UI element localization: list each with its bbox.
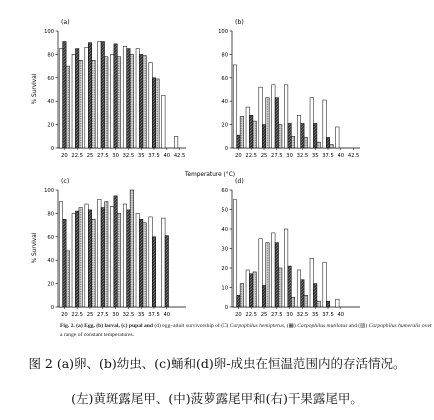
caption-c: (c) pupal and xyxy=(121,323,153,329)
x-tick-label: 25 xyxy=(260,153,268,159)
figure-caption-en xyxy=(60,322,432,340)
bar-hatched-27.5 xyxy=(279,125,282,148)
bar-dark-37.5 xyxy=(326,301,329,307)
bar-dark-27.5 xyxy=(101,208,104,307)
bar-hatched-30 xyxy=(291,297,294,307)
bar-hatched-32.5 xyxy=(130,54,133,148)
x-tick-label: 35 xyxy=(137,312,145,318)
y-tick-label: 20 xyxy=(221,122,228,129)
bar-open-25 xyxy=(85,204,88,307)
bar-open-30 xyxy=(110,206,113,307)
caption-species-3: Carpophilus humeralis xyxy=(368,323,421,329)
bar-dark-30 xyxy=(114,44,117,148)
caption-b: (b) larval, xyxy=(96,323,120,329)
x-tick-label: 32.5 xyxy=(296,153,309,159)
y-tick-label: 0 xyxy=(50,305,54,311)
bar-dark-32.5 xyxy=(301,280,304,307)
bar-dark-22.5 xyxy=(75,211,78,307)
caption-cn-line-1: 图 2 (a)卵、(b)幼虫、(c)蛹和(d)卵-成虫在恒温范围内的存活情况。 xyxy=(28,356,406,371)
y-tick-label: 50 xyxy=(221,207,228,214)
bar-open-25 xyxy=(259,239,262,307)
panel-label: (a) xyxy=(61,19,70,26)
bar-dark-32.5 xyxy=(127,210,130,307)
x-tick-label: 25 xyxy=(86,153,94,159)
bar-open-35 xyxy=(310,258,313,307)
bar-open-25 xyxy=(259,87,262,148)
bar-hatched-22.5 xyxy=(79,60,82,148)
x-tick-label: 27.5 xyxy=(271,153,283,159)
y-tick-label: 20 xyxy=(47,122,54,129)
bar-dark-35 xyxy=(313,284,316,307)
y-tick-label: 60 xyxy=(221,188,228,194)
bar-open-32.5 xyxy=(297,270,300,307)
x-tick-label: 35 xyxy=(311,312,319,318)
bar-dark-35 xyxy=(139,54,142,148)
x-tick-label: 37.5 xyxy=(148,153,160,159)
x-tick-label: 20 xyxy=(61,153,68,159)
bar-hatched-30 xyxy=(117,213,120,307)
bar-open-32.5 xyxy=(297,115,300,148)
bar-hatched-32.5 xyxy=(304,137,307,148)
bar-open-22.5 xyxy=(246,270,249,307)
bar-hatched-37.5 xyxy=(156,79,159,148)
x-tick-label: 22.5 xyxy=(245,153,257,159)
bar-dark-22.5 xyxy=(249,274,252,307)
bar-dark-27.5 xyxy=(275,98,278,148)
bar-hatched-35 xyxy=(317,301,320,307)
bar-dark-25 xyxy=(88,210,91,307)
caption-d: (d) egg–adult survivorship of (□) xyxy=(154,323,229,329)
panel-label: (b) xyxy=(235,19,244,26)
bar-hatched-30 xyxy=(117,57,120,148)
y-tick-label: 40 xyxy=(47,99,54,106)
bar-dark-20 xyxy=(237,135,240,148)
bar-dark-25 xyxy=(262,125,265,148)
x-tick-label: 22.5 xyxy=(71,312,83,318)
x-tick-label: 40 xyxy=(163,312,171,318)
y-axis-title-top: % Survival xyxy=(32,73,38,105)
y-tick-label: 20 xyxy=(47,281,54,288)
x-tick-label: 40 xyxy=(337,312,345,318)
bar-open-20 xyxy=(59,202,62,307)
x-tick-label: 30 xyxy=(286,312,293,318)
y-tick-label: 80 xyxy=(47,52,54,59)
bar-hatched-35 xyxy=(143,223,146,307)
x-tick-label: 27.5 xyxy=(271,312,283,318)
bar-open-20 xyxy=(233,200,236,307)
x-tick-label: 20 xyxy=(235,312,242,318)
x-tick-label: 20 xyxy=(235,153,242,159)
bar-open-37.5 xyxy=(149,217,152,307)
x-tick-label: 35 xyxy=(311,153,319,159)
bar-hatched-27.5 xyxy=(279,268,282,307)
x-tick-label: 30 xyxy=(112,153,119,159)
x-tick-label: 37.5 xyxy=(322,153,334,159)
x-tick-label: 25 xyxy=(86,312,94,318)
bar-hatched-25 xyxy=(92,219,95,307)
bar-open-35 xyxy=(136,49,139,148)
bar-hatched-32.5 xyxy=(130,190,133,307)
bar-dark-37.5 xyxy=(326,137,329,148)
bar-dark-25 xyxy=(262,286,265,307)
y-tick-label: 40 xyxy=(47,258,54,265)
x-tick-label: 32.5 xyxy=(122,312,135,318)
bar-open-40 xyxy=(162,95,165,148)
bar-dark-32.5 xyxy=(301,123,304,148)
x-tick-label: 22.5 xyxy=(71,153,83,159)
bar-hatched-20 xyxy=(66,251,69,307)
bar-dark-22.5 xyxy=(75,49,78,148)
chart-panel-d xyxy=(221,178,360,318)
bar-open-25 xyxy=(85,47,88,148)
caption-mid-1: (▦) xyxy=(286,323,296,329)
x-tick-label: 35 xyxy=(137,153,145,159)
bar-open-37.5 xyxy=(323,262,326,307)
bar-open-20 xyxy=(233,65,236,148)
x-tick-label: 25 xyxy=(260,312,268,318)
y-tick-label: 60 xyxy=(47,234,54,241)
bar-dark-30 xyxy=(288,123,291,148)
x-tick-label: 37.5 xyxy=(322,312,334,318)
bar-dark-35 xyxy=(313,123,316,148)
x-tick-label: 37.5 xyxy=(148,312,160,318)
y-tick-label: 100 xyxy=(218,29,228,35)
bar-open-32.5 xyxy=(123,204,126,307)
x-tick-label: 30 xyxy=(112,312,119,318)
bar-open-27.5 xyxy=(98,42,101,148)
x-tick-label: 32.5 xyxy=(122,153,135,159)
y-tick-label: 40 xyxy=(221,227,228,233)
caption-species-2: Carpophilus mutilatus xyxy=(297,323,348,329)
bar-dark-27.5 xyxy=(275,243,278,307)
x-tick-label: 27.5 xyxy=(97,312,109,318)
bar-hatched-22.5 xyxy=(79,208,82,307)
bar-dark-20 xyxy=(63,42,66,148)
bar-hatched-22.5 xyxy=(253,121,256,148)
bar-dark-25 xyxy=(88,43,91,148)
bar-hatched-27.5 xyxy=(105,202,108,307)
y-tick-label: 0 xyxy=(50,146,54,152)
bar-open-22.5 xyxy=(72,54,75,148)
bar-dark-27.5 xyxy=(101,42,104,148)
x-tick-label: 30 xyxy=(286,153,293,159)
bar-open-22.5 xyxy=(246,107,249,148)
x-tick-label: 40 xyxy=(163,153,171,159)
chart-panel-b xyxy=(218,19,360,159)
bar-open-27.5 xyxy=(272,85,275,148)
caption-mid-2: (▧) xyxy=(358,323,368,329)
x-tick-label: 42.5 xyxy=(173,153,186,159)
x-tick-label: 20 xyxy=(61,312,68,318)
y-tick-label: 60 xyxy=(47,75,54,82)
x-tick-label: 42.5 xyxy=(347,153,360,159)
bar-open-40 xyxy=(336,127,339,148)
y-axis-title-bottom: % Survival xyxy=(32,232,38,264)
bar-hatched-20 xyxy=(66,66,69,148)
y-tick-label: 0 xyxy=(224,305,228,311)
bar-hatched-37.5 xyxy=(330,144,333,148)
caption-species-1: Carpophilus hemipterus, xyxy=(229,323,286,329)
bar-hatched-20 xyxy=(240,116,243,148)
y-tick-label: 30 xyxy=(221,246,228,253)
y-tick-label: 60 xyxy=(221,75,228,82)
bar-open-30 xyxy=(284,85,287,148)
caption-a: (a) Egg, xyxy=(76,323,95,329)
chart-panel-c xyxy=(44,178,186,318)
bar-dark-20 xyxy=(237,295,240,307)
y-tick-label: 20 xyxy=(221,266,228,272)
panel-label: (d) xyxy=(235,178,244,185)
y-tick-label: 100 xyxy=(44,188,54,194)
bar-open-35 xyxy=(310,98,313,148)
bar-dark-40 xyxy=(165,236,168,307)
bar-open-30 xyxy=(110,54,113,148)
bar-hatched-22.5 xyxy=(253,272,256,307)
bar-hatched-32.5 xyxy=(304,295,307,307)
bar-dark-37.5 xyxy=(152,78,155,148)
bar-open-40 xyxy=(162,218,165,307)
y-tick-label: 40 xyxy=(221,99,228,106)
y-tick-label: 80 xyxy=(221,52,228,59)
caption-cn-line-2: (左)黄斑露尾甲、(中)菠萝露尾甲和(右)干果露尾甲。 xyxy=(71,391,363,406)
bar-dark-22.5 xyxy=(249,115,252,148)
x-axis-title: Temperature (°C) xyxy=(184,172,236,178)
caption-tail: over a range of constant temperatures. xyxy=(60,323,432,338)
bar-open-27.5 xyxy=(98,199,101,307)
bar-open-42.5 xyxy=(174,136,177,148)
bar-dark-30 xyxy=(288,266,291,307)
bar-hatched-25 xyxy=(266,243,269,307)
bar-hatched-20 xyxy=(240,284,243,307)
bar-hatched-35 xyxy=(317,142,320,148)
bar-hatched-25 xyxy=(266,98,269,148)
x-tick-label: 40 xyxy=(337,153,345,159)
caption-and: and xyxy=(348,323,357,329)
bar-open-27.5 xyxy=(272,233,275,307)
bar-dark-35 xyxy=(139,219,142,307)
bar-dark-20 xyxy=(63,219,66,307)
y-tick-label: 10 xyxy=(221,285,228,292)
bar-dark-37.5 xyxy=(152,237,155,307)
bar-hatched-35 xyxy=(143,56,146,148)
bar-hatched-27.5 xyxy=(105,57,108,148)
y-tick-label: 0 xyxy=(224,146,228,152)
bar-dark-30 xyxy=(114,196,117,307)
y-tick-label: 80 xyxy=(47,211,54,218)
bar-open-35 xyxy=(136,213,139,307)
x-tick-label: 27.5 xyxy=(97,153,109,159)
panel-label: (c) xyxy=(61,178,70,185)
chart-panel-a xyxy=(44,19,186,159)
bar-open-37.5 xyxy=(323,100,326,148)
bar-open-37.5 xyxy=(149,63,152,148)
bar-hatched-30 xyxy=(291,136,294,148)
bar-open-40 xyxy=(336,299,339,307)
bar-open-20 xyxy=(59,49,62,148)
bar-dark-32.5 xyxy=(127,49,130,148)
bar-open-22.5 xyxy=(72,213,75,307)
x-tick-label: 22.5 xyxy=(245,312,257,318)
bar-open-32.5 xyxy=(123,46,126,148)
y-tick-label: 100 xyxy=(44,29,54,35)
bar-open-30 xyxy=(284,229,287,307)
x-tick-label: 32.5 xyxy=(296,312,309,318)
caption-fig-label: Fig. 2. xyxy=(60,323,75,329)
bar-hatched-25 xyxy=(92,60,95,148)
